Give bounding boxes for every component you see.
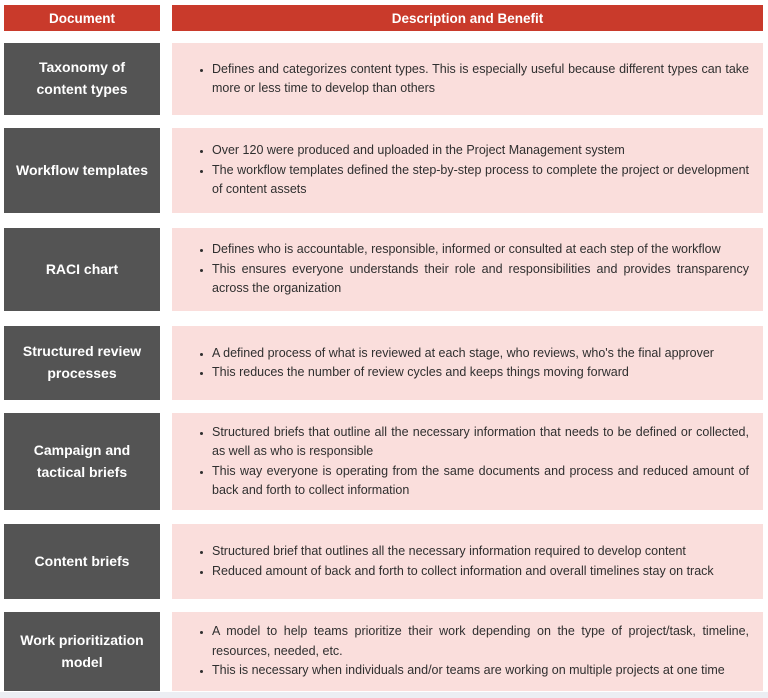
description-cell: [172, 413, 763, 510]
document-label-cell: Campaign and tactical briefs: [4, 413, 160, 510]
bullet-item: • Defines and categorizes content types. This is especially useful because different types can take more or less time to develop than others: [212, 60, 753, 99]
table-row: [4, 128, 763, 213]
bullet-list: [182, 542, 753, 581]
table-row: [4, 228, 763, 311]
bullet-item: • This reduces the number of review cycles and keeps things moving forward: [212, 363, 753, 382]
table-row: [4, 413, 763, 510]
document-label-cell: Structured review processes: [4, 326, 160, 400]
document-label-cell: RACI chart: [4, 228, 160, 311]
header-cell-document: Document: [4, 5, 160, 31]
header-cell-description: Description and Benefit: [172, 5, 763, 31]
bullet-item: • Structured briefs that outline all the necessary information that needs to be defined or collected, as well as who is responsible: [212, 423, 753, 462]
table-row: [4, 524, 763, 599]
bullet-list: [182, 622, 753, 680]
bullet-list: [182, 141, 753, 199]
bullet-item: • Reduced amount of back and forth to collect information and overall timelines stay on track: [212, 562, 753, 581]
bullet-item: • A defined process of what is reviewed at each stage, who reviews, who's the final approver: [212, 344, 753, 363]
bullet-item: • This is necessary when individuals and/or teams are working on multiple projects at one time: [212, 661, 753, 680]
bullet-list: [182, 240, 753, 298]
document-label-cell: Workflow templates: [4, 128, 160, 213]
description-cell: [172, 326, 763, 400]
document-label-cell: Content briefs: [4, 524, 160, 599]
bullet-item: • Structured brief that outlines all the necessary information required to develop content: [212, 542, 753, 561]
slide-bottom-edge: [0, 692, 768, 698]
description-cell: [172, 128, 763, 213]
bullet-item: • The workflow templates defined the step-by-step process to complete the project or development of content assets: [212, 161, 753, 200]
bullet-item: • This way everyone is operating from the same documents and process and reduced amount of back and forth to collect information: [212, 462, 753, 501]
bullet-item: • Over 120 were produced and uploaded in the Project Management system: [212, 141, 753, 160]
bullet-item: • Defines who is accountable, responsible, informed or consulted at each step of the workflow: [212, 240, 753, 259]
document-label-cell: Taxonomy of content types: [4, 43, 160, 115]
bullet-list: [182, 423, 753, 501]
description-cell: [172, 612, 763, 691]
table-row: [4, 612, 763, 691]
bullet-list: [182, 344, 753, 383]
bullet-list: [182, 60, 753, 99]
description-cell: [172, 524, 763, 599]
table-row: [4, 43, 763, 115]
table-header-row: [4, 5, 763, 31]
table-row: [4, 326, 763, 400]
description-cell: [172, 43, 763, 115]
description-cell: [172, 228, 763, 311]
bullet-item: • This ensures everyone understands their role and responsibilities and provides transparency across the organization: [212, 260, 753, 299]
document-label-cell: Work prioritization model: [4, 612, 160, 691]
bullet-item: • A model to help teams prioritize their work depending on the type of project/task, timeline, resources, needed, etc.: [212, 622, 753, 661]
